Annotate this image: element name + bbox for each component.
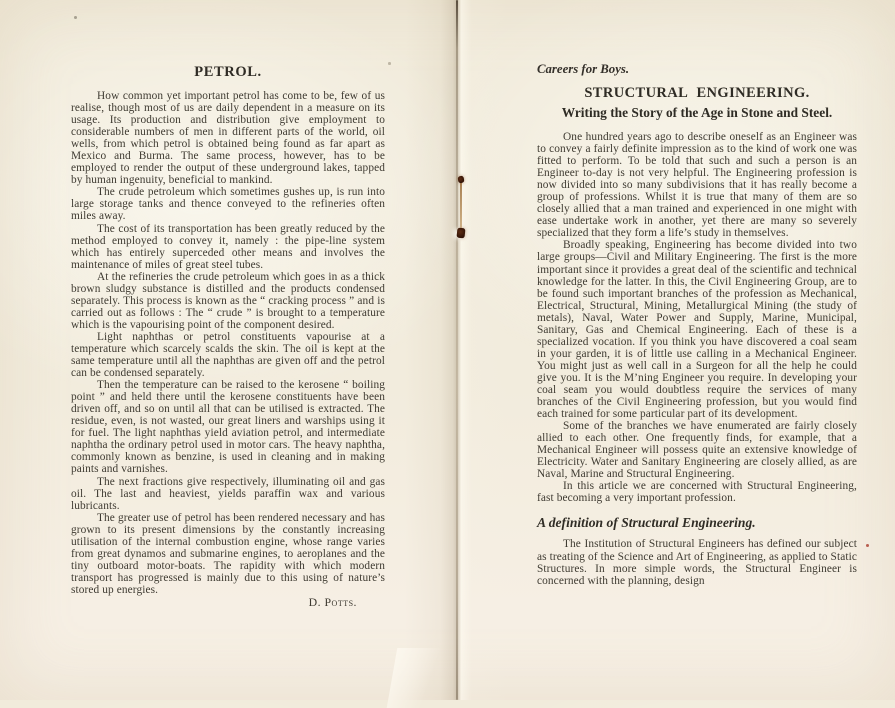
left-paragraph-1: How common yet important petrol has come to be, few of us realise, though most of us are daily dependent in a measure on its usage. Its production and distribution give employment to considerable numbers of men in different parts of the world, oil wells, from which petrol is obtained being found as far apart as Mexico and Burma. The same process, however, has to be employed to render the output of these underground lakes, tapped by human ingenuity, beneficial to mankind. — [71, 90, 385, 187]
running-head: Careers for Boys. — [537, 62, 630, 76]
paper-speck — [866, 544, 869, 547]
right-page — [537, 62, 857, 587]
page-corner-fold — [387, 648, 468, 708]
binding-gutter — [405, 0, 509, 700]
right-paragraph-3: Some of the branches we have enumerated are fairly closely allied to each other. One frequently finds, for example, that a Mechanical Engineer will possess quite an extensive knowledge of Electricity. Water and Sanitary Engineering are closely allied, as are Naval, Marine and Structural Engineering. — [537, 420, 857, 481]
left-paragraph-2: The crude petroleum which sometimes gushes up, is run into large storage tanks and thence conveyed to the refineries often miles away. — [71, 186, 385, 223]
right-page-title: STRUCTURAL ENGINEERING. — [584, 85, 810, 101]
binding-thread — [460, 180, 462, 235]
left-paragraph-5: Light naphthas or petrol constituents vapourise at a temperature which scarcely scalds the skin. The oil is kept at the same temperature until all the naphthas are given off and the petrol can be condensed separately. — [71, 330, 385, 380]
author-signature: D. Potts. — [308, 594, 357, 609]
right-paragraph-4: In this article we are concerned with Structural Engineering, fast becoming a very important profession. — [537, 480, 857, 505]
right-section-paragraph-1: The Institution of Structural Engineers has defined our subject as treating of the Science and Art of Engineering, as applied to Static Structures. In more simple words, the Structural Engineer is concerned with the planning, design — [537, 538, 857, 587]
left-paragraph-7: The next fractions give respectively, illuminating oil and gas oil. The last and heaviest, yields paraffin wax and various lubricants. — [71, 475, 385, 512]
left-paragraph-3: The cost of its transportation has been greatly reduced by the method employed to convey it, namely : the pipe-line system which has entirely superceded other means and involves the maintenance of miles of great steel tubes. — [71, 222, 385, 271]
right-page-subtitle: Writing the Story of the Age in Stone and Steel. — [561, 105, 833, 120]
staple-top — [458, 176, 465, 184]
binding-crease-line — [456, 0, 458, 700]
paper-speck — [74, 16, 77, 19]
left-paragraph-4: At the refineries the crude petroleum which goes in as a thick brown sludgy substance is distilled and the products condensed separately. This process is known as the “ cracking process ” and is carried out as follows : The “ crude ” is brought to a temperature which is the vapourising point of the component desired. — [71, 270, 385, 331]
left-paragraph-8: The greater use of petrol has been rendered necessary and has grown to its present dimensions by the constantly increasing utilisation of the internal combustion engine, whose range varies from great dynamos and submarine engines, to aeroplanes and the tiny outboard motor-boats. The rapidity with which modern transport has progressed is mainly due to this using of nature’s stored up energies. — [71, 511, 385, 596]
left-paragraph-6: Then the temperature can be raised to the kerosene “ boiling point ” and held there until the kerosene constituents have been driven off, and so on until all that can be utilised is extracted. The residue, even, is not wasted, our great liners and warships using it for fuel. The light naphthas yield aviation petrol, and intermediate naphtha the ordinary petrol used in motor cars. The heavy naphtha, commonly known as benzine, is used in cleaning and in making paints and varnishes. — [71, 379, 385, 476]
right-paragraph-1: One hundred years ago to describe oneself as an Engineer was to convey a fairly definite impression as to the kind of work one was fitted to perform. To be told that such and such a person is an Engineer to-day is not very helpful. The Engineering profession is now divided into so many subdivisions that it has really become a group of professions. Whilst it is true that many of them are so closely allied that a man trained and experienced in one might with ease undertake work in another, yet there are many so severely specialized that they form a life’s study in themselves. — [537, 131, 857, 240]
section-heading: A definition of Structural Engineering. — [537, 515, 756, 531]
left-page — [71, 64, 385, 608]
left-page-title: PETROL. — [194, 64, 262, 80]
staple-bottom — [456, 228, 465, 239]
paper-speck — [388, 62, 391, 65]
right-paragraph-2: Broadly speaking, Engineering has become divided into two large groups—Civil and Military Engineering. The first is the more important since it provides a great deal of the scientific and technical knowledge for the latter. In this, the Civil Engineering Group, are to be found such important branches of the profession as Mechanical, Electrical, Structural, Mining, Metallurgical Mining (the study of metals), Naval, Water Power and Supply, Marine, Municipal, Sanitary, Gas and Chemical Engineering. Each of these is a specialized vocation. If you think you have discovered a coal seam in your garden, it is of little use calling in a Mechanical Engineer. You might just as well call in a Surgeon for all the help he could give you. It is the M’ning Engineer you require. In developing your coal seam you would doubtless require the services of many branches of the Civil Engineering profession, but you would find each trained for some particular part of its development. — [537, 239, 857, 421]
